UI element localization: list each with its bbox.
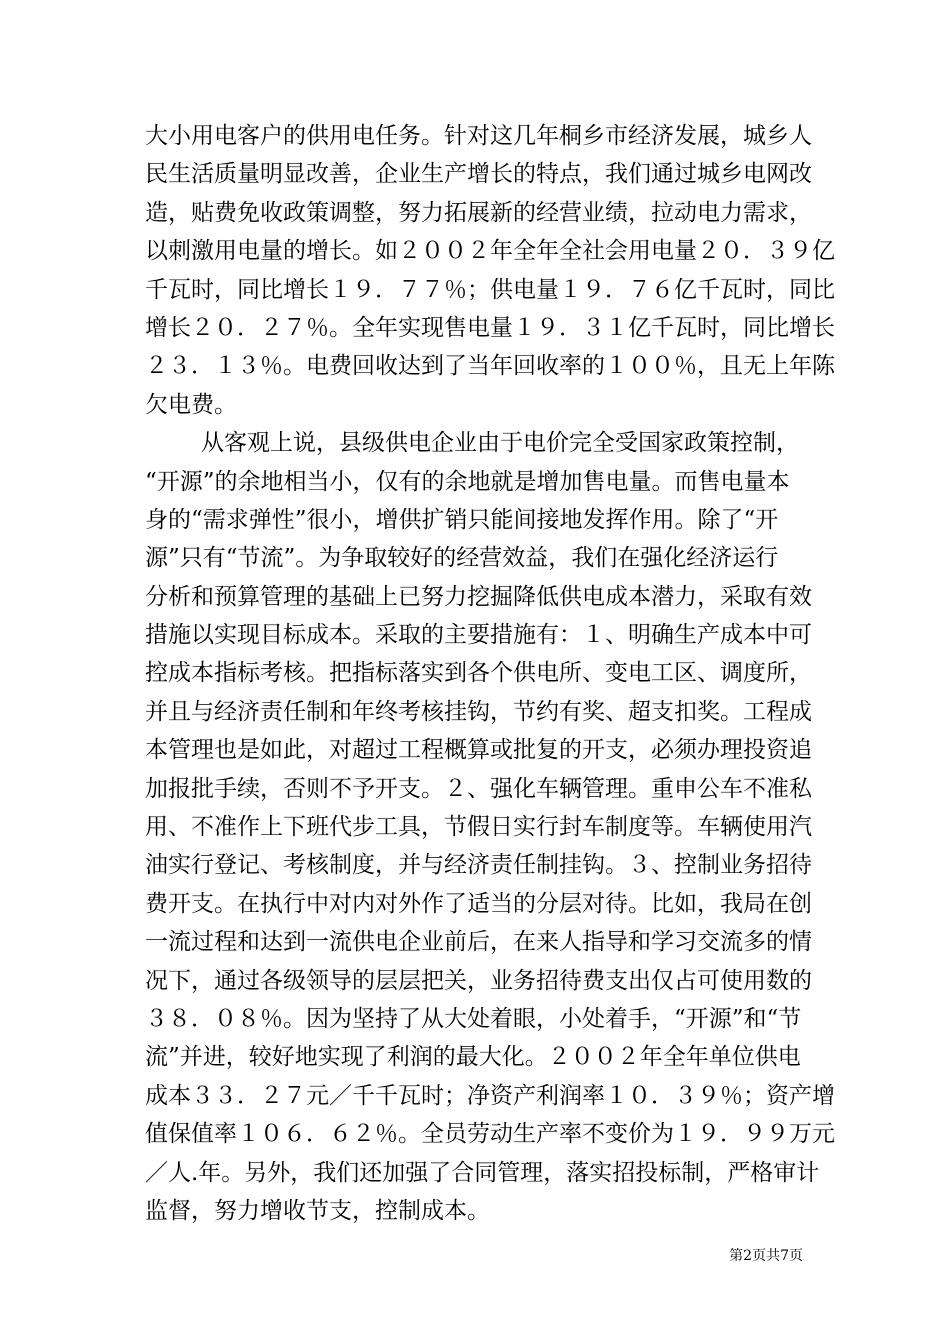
text-line: ２３．１３％。电费回收达到了当年回收率的１００％，且无上年陈: [145, 353, 835, 380]
document-body: [145, 117, 835, 1230]
text-line: 民生活质量明显改善，企业生产增长的特点，我们通过城乡电网改: [145, 161, 812, 188]
text-line: 监督，努力增收节支，控制成本。: [145, 1197, 490, 1224]
text-line: 本管理也是如此，对超过工程概算或批复的开支，必须办理投资追: [145, 737, 812, 764]
page-number: 第2页共7页: [729, 1248, 803, 1264]
text-line: 并且与经济责任制和年终考核挂钩，节约有奖、超支扣奖。工程成: [145, 698, 812, 725]
text-line: “开源”的余地相当小，仅有的余地就是增加售电量。而售电量本: [145, 468, 790, 495]
text-line: ３８．０８％。因为坚持了从大处着眼，小处着手，“开源”和“节: [145, 1005, 802, 1032]
text-line: 从客观上说，县级供电企业由于电价完全受国家政策控制，: [201, 430, 799, 457]
text-line: 流”并进，较好地实现了利润的最大化。２００２年全年单位供电: [145, 1044, 801, 1071]
text-line: 欠电费。: [145, 391, 237, 418]
text-line: 油实行登记、考核制度，并与经济责任制挂钩。３、控制业务招待: [145, 852, 812, 879]
text-line: 控成本指标考核。把指标落实到各个供电所、变电工区、调度所，: [145, 660, 812, 687]
text-line: 况下，通过各级领导的层层把关，业务招待费支出仅占可使用数的: [145, 967, 812, 994]
text-line: 千瓦时，同比增长１９．７７％；供电量１９．７６亿千瓦时，同比: [145, 276, 835, 303]
text-line: 用、不准作上下班代步工具，节假日实行封车制度等。车辆使用汽: [145, 814, 812, 841]
text-line: 加报批手续，否则不予开支。２、强化车辆管理。重申公车不准私: [145, 775, 812, 802]
text-line: 一流过程和达到一流供电企业前后，在来人指导和学习交流多的情: [145, 929, 812, 956]
text-line: 增长２０．２７％。全年实现售电量１９．３１亿千瓦时，同比增长: [145, 314, 835, 341]
text-line: 措施以实现目标成本。采取的主要措施有：１、明确生产成本中可: [145, 622, 812, 649]
text-line: 身的“需求弹性”很小，增供扩销只能间接地发挥作用。除了“开: [145, 506, 779, 533]
text-line: 以刺激用电量的增长。如２００２年全年全社会用电量２０．３９亿: [145, 238, 835, 265]
text-line: 值保值率１０６．６２％。全员劳动生产率不变价为１９．９９万元: [145, 1121, 835, 1148]
paragraph-2: [145, 424, 835, 1230]
text-line: 造，贴费免收政策调整，努力拓展新的经营业绩，拉动电力需求，: [145, 199, 812, 226]
text-line: 源”只有“节流”。为争取较好的经营效益，我们在强化经济运行: [145, 545, 779, 572]
text-line: 费开支。在执行中对内对外作了适当的分层对待。比如，我局在创: [145, 890, 812, 917]
text-line: 分析和预算管理的基础上已努力挖掘降低供电成本潜力，采取有效: [145, 583, 812, 610]
paragraph-1: [145, 117, 835, 424]
text-line: 大小用电客户的供用电任务。针对这几年桐乡市经济发展，城乡人: [145, 123, 812, 149]
text-line: 成本３３．２７元／千千瓦时；净资产利润率１０．３９％；资产增: [145, 1082, 835, 1109]
text-line: ／人.年。另外，我们还加强了合同管理，落实招投标制，严格审计: [145, 1159, 820, 1186]
